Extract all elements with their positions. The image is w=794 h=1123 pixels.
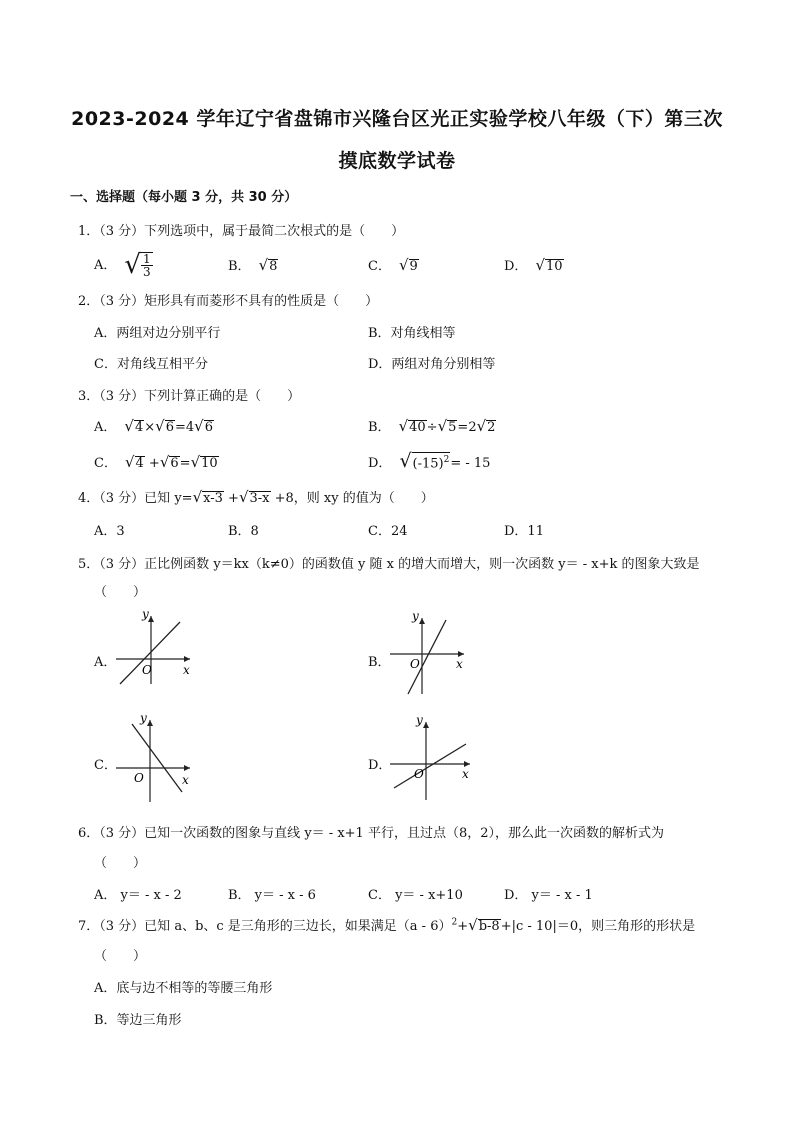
q4-option-d: D．11 [504, 524, 544, 539]
q5-option-c-label: C． [94, 758, 117, 773]
origin-label: O [414, 767, 424, 781]
origin-label: O [134, 771, 144, 785]
fraction: $\frac{1}{3}$ [142, 252, 151, 279]
q4-option-b: B．8 [228, 524, 259, 539]
x-axis-label: x [183, 663, 190, 677]
exam-title-line1: 2023-2024 学年辽宁省盘锦市兴隆台区光正实验学校八年级（下）第三次 [71, 108, 723, 130]
q5-graph-a [112, 608, 194, 688]
q1-option-a: A． √ $\frac{1}{3}$ [94, 250, 151, 280]
x-axis-label: x [182, 773, 189, 787]
question-6-paren: （ ） [94, 856, 147, 871]
q3-option-c: C． √4 +√6=√10 [94, 453, 218, 471]
q5-option-a-label: A． [94, 655, 117, 670]
q5-graph-b [386, 610, 468, 696]
q6-option-d: D． y＝ - x - 1 [504, 888, 593, 903]
q4-option-c: C．24 [368, 524, 408, 539]
q7-option-b: B．等边三角形 [94, 1013, 182, 1028]
question-6: 6．（3 分）已知一次函数的图象与直线 y＝ - x+1 平行，且过点（8，2），那么此一次函数的解析式为 [78, 826, 664, 841]
q2-option-b: B．对角线相等 [368, 326, 456, 341]
x-axis-label: x [462, 767, 469, 781]
question-5-paren: （ ） [94, 585, 147, 600]
q1-option-d: D． √10 [504, 256, 563, 274]
question-2: 2．（3 分）矩形具有而菱形不具有的性质是（ ） [78, 294, 379, 309]
q6-option-c: C． y＝ - x+10 [368, 888, 463, 903]
exam-title-line2: 摸底数学试卷 [338, 150, 456, 172]
origin-label: O [142, 663, 152, 677]
question-number: 1． [78, 224, 100, 239]
q2-option-d: D．两组对角分别相等 [368, 357, 496, 372]
question-7: 7．（3 分）已知 a、b、c 是三角形的三边长，如果满足（a - 6）$^2$+√b-8+|c - 10|＝0，则三角形的形状是 [78, 916, 696, 934]
question-text: （3 分）下列选项中，属于最简二次根式的是（ ） [99, 224, 405, 239]
section-heading: 一、选择题（每小题 3 分，共 30 分） [70, 190, 298, 205]
q5-option-b-label: B． [368, 655, 391, 670]
y-axis-label: y [142, 608, 149, 621]
q3-option-a: A． √4×√6=4√6 [94, 417, 213, 435]
question-1 [78, 220, 404, 239]
origin-label: O [410, 657, 420, 671]
q5-graph-c [112, 712, 194, 804]
q3-option-b: B． √40÷√5=2√2 [368, 417, 496, 435]
q7-option-a: A．底与边不相等的等腰三角形 [94, 981, 273, 996]
q2-option-a: A．两组对边分别平行 [94, 326, 221, 341]
option-label: A． [94, 257, 117, 273]
question-5: 5．（3 分）正比例函数 y＝kx（k≠0）的函数值 y 随 x 的增大而增大，则一次函数 y＝ - x+k 的图象大致是 [78, 557, 700, 572]
q2-option-c: C．对角线互相平分 [94, 357, 208, 372]
question-3: 3．（3 分）下列计算正确的是（ ） [78, 389, 301, 404]
question-7-paren: （ ） [94, 949, 147, 964]
y-axis-label: y [416, 714, 423, 727]
q5-option-d-label: D． [368, 758, 392, 773]
q4-option-a: A．3 [94, 524, 125, 539]
q1-option-c: C． √9 [368, 256, 418, 274]
q3-option-d: D． $√(-15)^2= - 15$ [368, 450, 491, 472]
q6-option-a: A． y＝ - x - 2 [94, 888, 182, 903]
x-axis-label: x [456, 657, 463, 671]
q1-option-b: B． √8 [228, 256, 278, 274]
q5-graph-d [386, 714, 474, 802]
y-axis-label: y [412, 610, 419, 623]
question-4: 4．（3 分）已知 y=√x-3 +√3-x +8，则 xy 的值为（ ） [78, 488, 434, 506]
q6-option-b: B． y＝ - x - 6 [228, 888, 316, 903]
y-axis-label: y [140, 712, 147, 725]
